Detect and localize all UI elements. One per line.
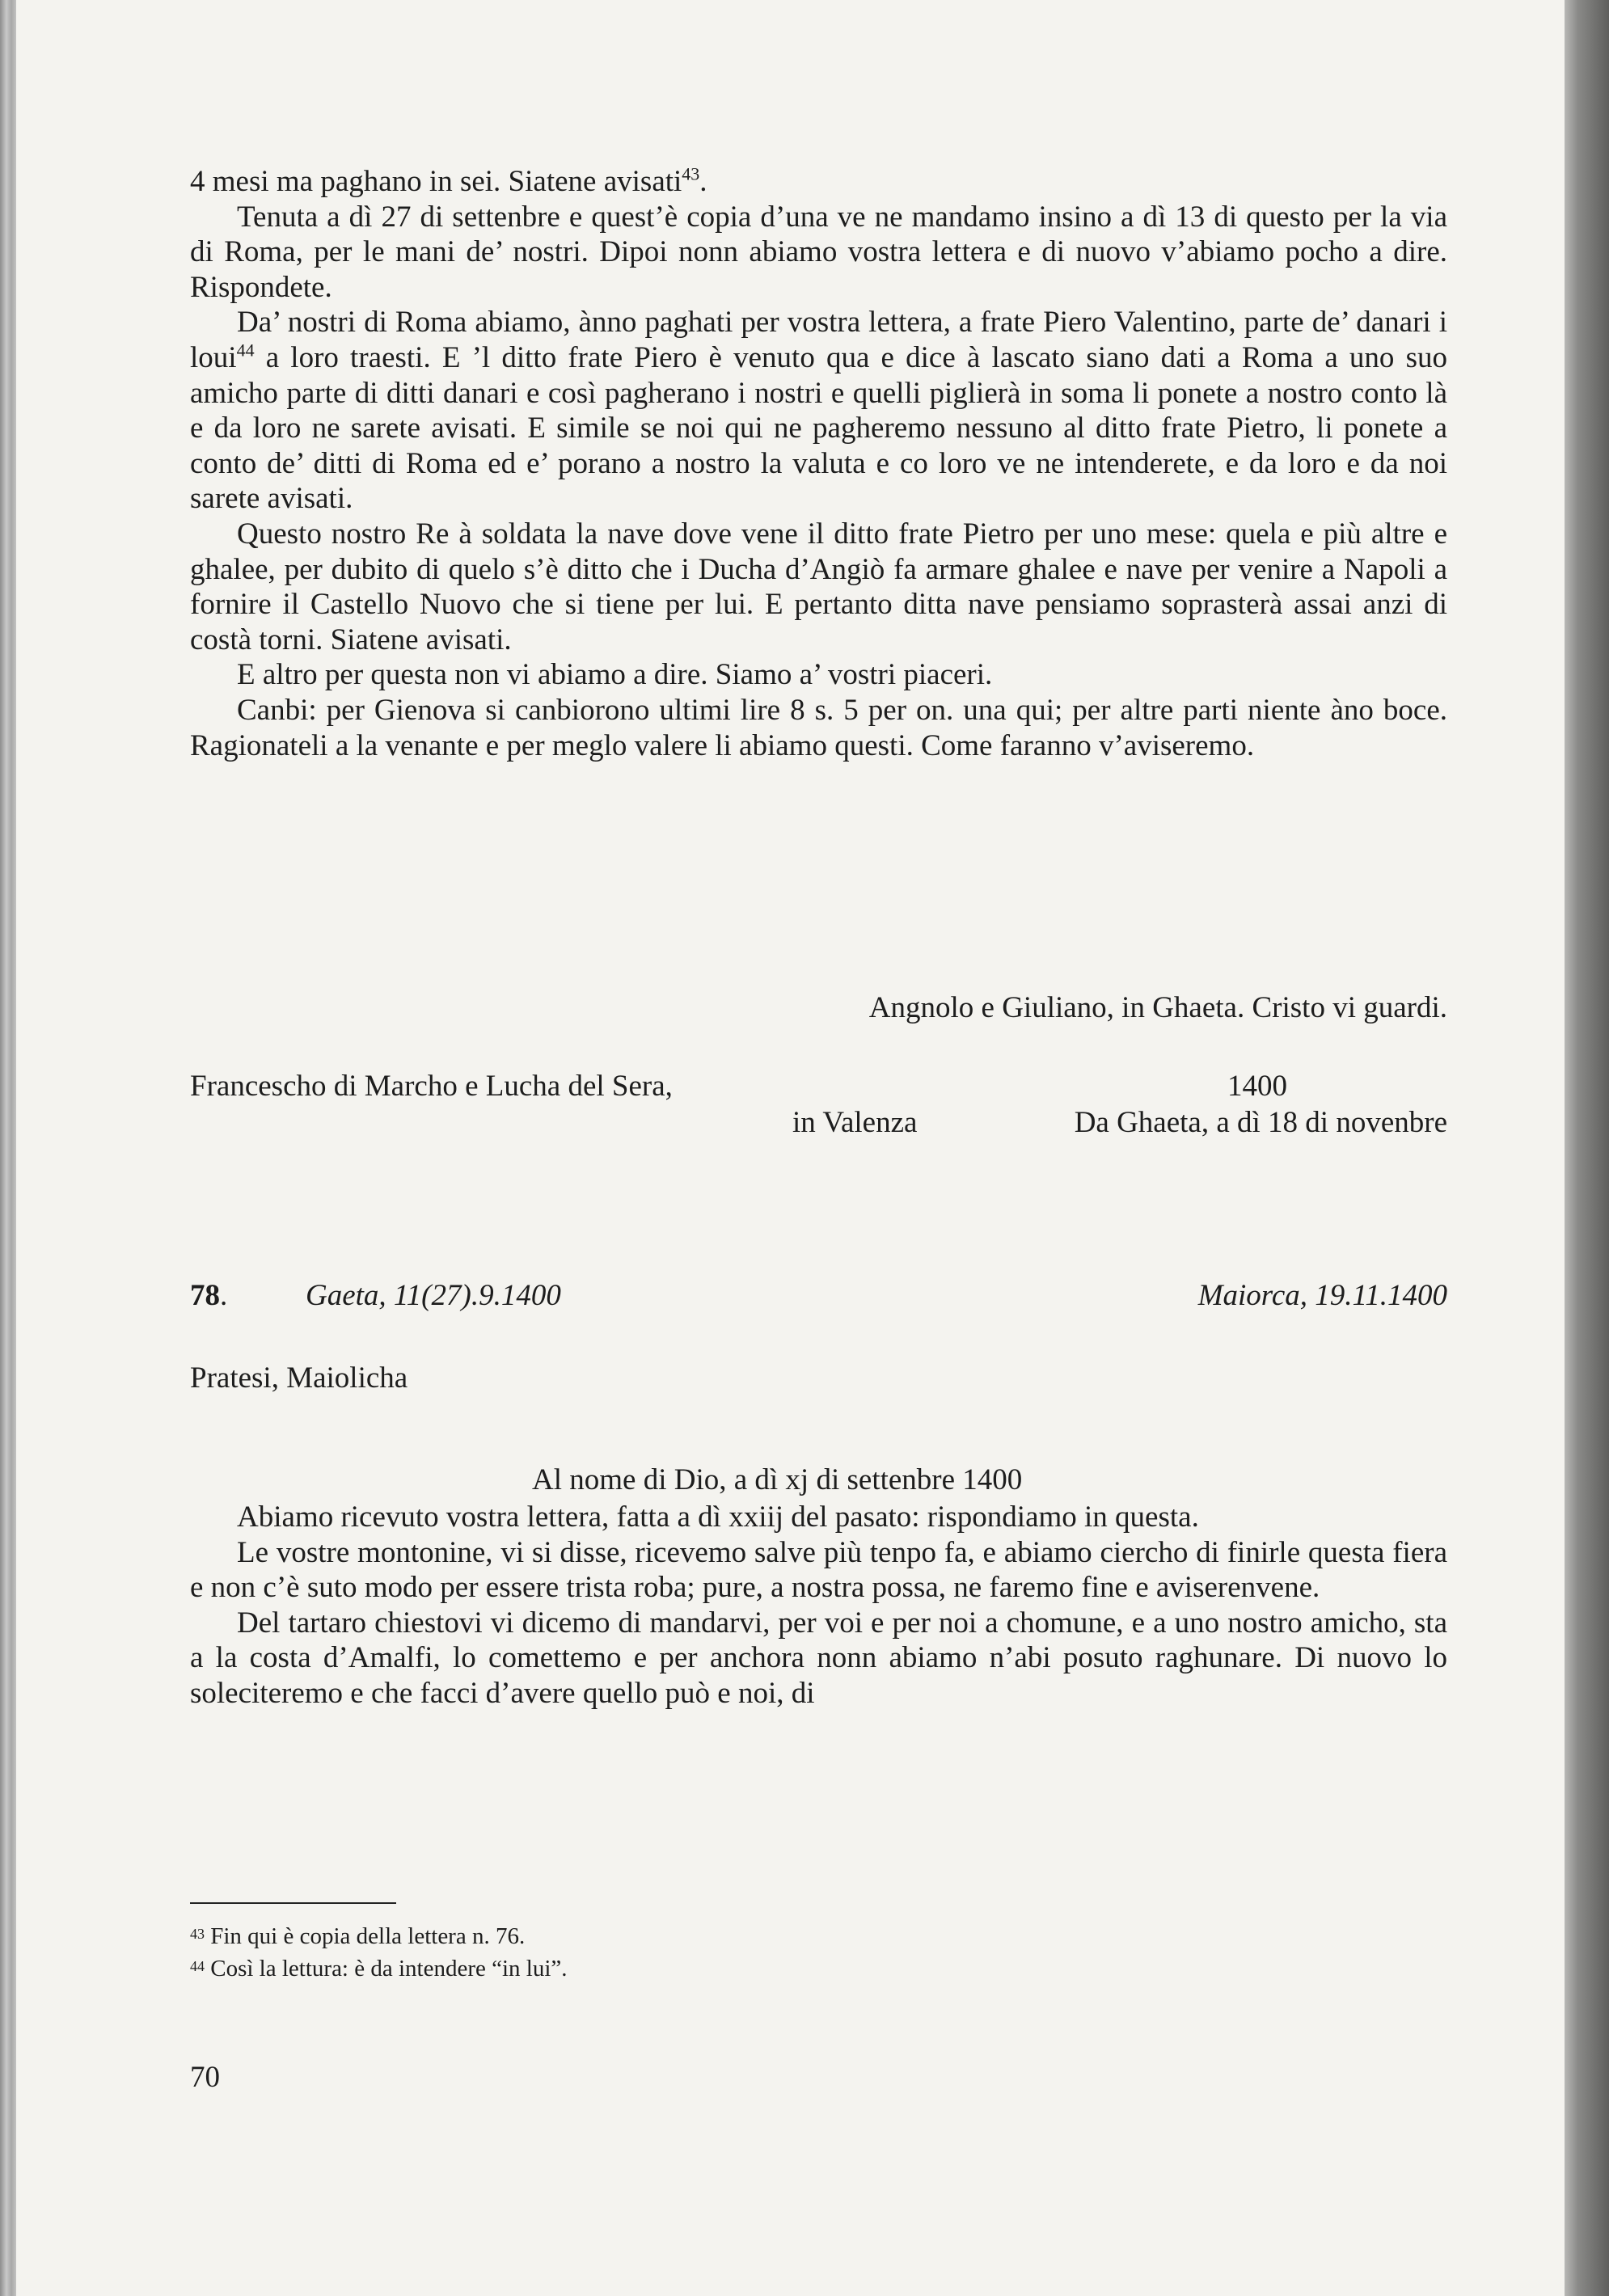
- paragraph: Abiamo ricevuto vostra lettera, fatta a dì xxiij del pasato: rispondiamo in questa.: [237, 1500, 1199, 1534]
- paragraph: Questo nostro Re à soldata la nave dove vene il ditto frate Pietro per uno mese: quela e più altre e ghalee, per dubito di quelo s’è ditto che i Ducha d’Angiò fa armare ghalee e nave per venire a Napoli a fornire il Castello Nuovo che si tiene per lui. E pertanto ditta nave pensiamo soprasterà assai anzi di costà torni. Siatene avisati.: [190, 517, 1447, 656]
- paragraph: Del tartaro chiestovi vi dicemo di mandarvi, per voi e per noi a chomune, e a uno nostro amicho, sta a la costa d’Amalfi, lo comettemo e per anchora nonn abiamo n’abi posuto raghunare. Di nuovo lo soleciteremo e che facci d’avere quello può e noi, di: [190, 1606, 1447, 1710]
- page-edge-shadow: [1565, 0, 1609, 2296]
- letter-77-body: [190, 164, 1447, 763]
- addressees: Pratesi, Maiolicha: [190, 1361, 408, 1395]
- footnote-ref: 43: [682, 163, 700, 184]
- footnote-ref: 44: [236, 340, 255, 361]
- book-page: 4 mesi ma paghano in sei. Siatene avisati$^{43}$. Tenuta a dì 27 di settenbre e quest’è copia d’una ve ne mandamo insino a dì 13 di questo per la via di Roma, per le mani de’ nostri. Dipoi nonn abiamo vostra lettera e di nuovo v’abiamo pocho a dire. Rispondete. Da’ nostri di Roma abiamo, ànno paghati per vostra lettera, a frate Piero Valentino, parte de’ danari i loui$^{44}$ a loro traesti. E ’l ditto frate Piero è venuto qua e dice à lascato siano dati a Roma a uno suo amicho parte di ditti danari e così pagherano i nostri e quelli piglierà in soma li ponete a nostro conto là e da loro ne sarete avisati. E simile se noi qui ne pagheremo nessuno al ditto frate Pietro, li ponete a conto de’ ditti di Roma ed e’ porano a nostro la valuta e co loro ve ne intenderete, e da loro e da noi sarete avisati. Questo nostro Re à soldata la nave dove vene il ditto frate Pietro per uno mese: quela e più altre e ghalee, per dubito di quelo s’è ditto che i Ducha d’Angiò fa armare ghalee e nave per venire a Napoli a fornire il Castello Nuovo che si tiene per lui. E pertanto ditta nave pensiamo soprasterà assai anzi di costà torni. Siatene avisati. E altro per questa non vi abiamo a dire. Siamo a’ vostri piaceri. Canbi: per Gienova si canbiorono ultimi lire 8 s. 5 per on. una qui; per altre parti niente àno boce. Ragionateli a la venante e per meglo valere li abiamo questi. Come faranno v’aviseremo. Angnolo e Giuliano, in Ghaeta. Cristo vi guardi. Francescho di Marcho e Lucha del Sera, 1400 in Valenza Da Ghaeta, a dì 18 di novenbre 78. Gaeta, 11(27).9.1400 Maiorca, 19.11.1400 Pratesi, Maiolicha Al nome di Dio, a dì xj di settenbre 1400 Abiamo ricevuto vostra lettera, fatta a dì xxiij del pasato: rispondiamo in questa. Le vostre montonine, vi si disse, ricevemo salve più tenpo fa, e abiamo ciercho di finirle questa fiera e non c’è suto modo per essere trista roba; pure, a nostra possa, ne faremo fine e aviserenvene. Del tartaro chiestovi vi dicemo di mandarvi, per voi e per noi a chomune, e a uno nostro amicho, sta a la costa d’Amalfi, lo comettemo e per anchora nonn abiamo n’abi posuto raghunare. Di nuovo lo soleciteremo e che facci d’avere quello può e noi, di $^{43}$ Fin qui è copia della lettera n. 76. $^{44}$ Così la lettura: è da intendere “in lui”. 70: [16, 0, 1565, 2296]
- address-block: [190, 1069, 1447, 1142]
- address-recipient: Francescho di Marcho e Lucha del Sera,: [190, 1070, 673, 1103]
- letter-heading: [190, 1278, 1447, 1315]
- footnote: $^{44}$ Così la lettura: è da intendere “in lui”.: [190, 1956, 568, 1982]
- paragraph: Da’ nostri di Roma abiamo, ànno paghati per vostra lettera, a frate Piero Valentino, parte de’ danari i loui$^{44}$ a loro traesti. E ’l ditto frate Piero è venuto qua e dice à lascato siano dati a Roma a uno suo amicho parte di ditti danari e così pagherano i nostri e quelli piglierà in soma li ponete a nostro conto là e da loro ne sarete avisati. E simile se noi qui ne pagheremo nessuno al ditto frate Pietro, li ponete a conto de’ ditti di Roma ed e’ porano a nostro la valuta e co loro ve ne intenderete, e da loro e da noi sarete avisati.: [190, 306, 1447, 516]
- signature: Angnolo e Giuliano, in Ghaeta. Cristo vi guardi.: [868, 991, 1447, 1024]
- letter-destination: Maiorca, 19.11.1400: [1197, 1279, 1447, 1312]
- page-number: 70: [190, 2061, 220, 2094]
- address-place: in Valenza: [792, 1106, 918, 1139]
- paragraph: Le vostre montonine, vi si disse, ricevemo salve più tenpo fa, e abiamo ciercho di finirle questa fiera e non c’è suto modo per essere trista roba; pure, a nostra possa, ne faremo fine e aviserenvene.: [190, 1535, 1447, 1605]
- address-date: Da Ghaeta, a dì 18 di novenbre: [1074, 1106, 1447, 1139]
- paragraph: 4 mesi ma paghano in sei. Siatene avisati$^{43}$.: [190, 163, 707, 198]
- letter-origin: Gaeta, 11(27).9.1400: [306, 1279, 561, 1312]
- paragraph: E altro per questa non vi abiamo a dire. Siamo a’ vostri piaceri.: [237, 658, 993, 692]
- paragraph: Canbi: per Gienova si canbiorono ultimi lire 8 s. 5 per on. una qui; per altre parti niente àno boce. Ragionateli a la venante e per meglo valere li abiamo questi. Come faranno v’aviseremo.: [190, 693, 1447, 762]
- address-year: 1400: [1227, 1070, 1287, 1103]
- letter-number: 78.: [190, 1279, 228, 1312]
- paragraph: Tenuta a dì 27 di settenbre e quest’è copia d’una ve ne mandamo insino a dì 13 di questo per la via di Roma, per le mani de’ nostri. Dipoi nonn abiamo vostra lettera e di nuovo v’abiamo pocho a dire. Rispondete.: [190, 200, 1447, 304]
- footnote: $^{43}$ Fin qui è copia della lettera n. 76.: [190, 1923, 526, 1949]
- letter-78-body: [190, 1500, 1447, 1711]
- footnote-divider: [190, 1902, 396, 1904]
